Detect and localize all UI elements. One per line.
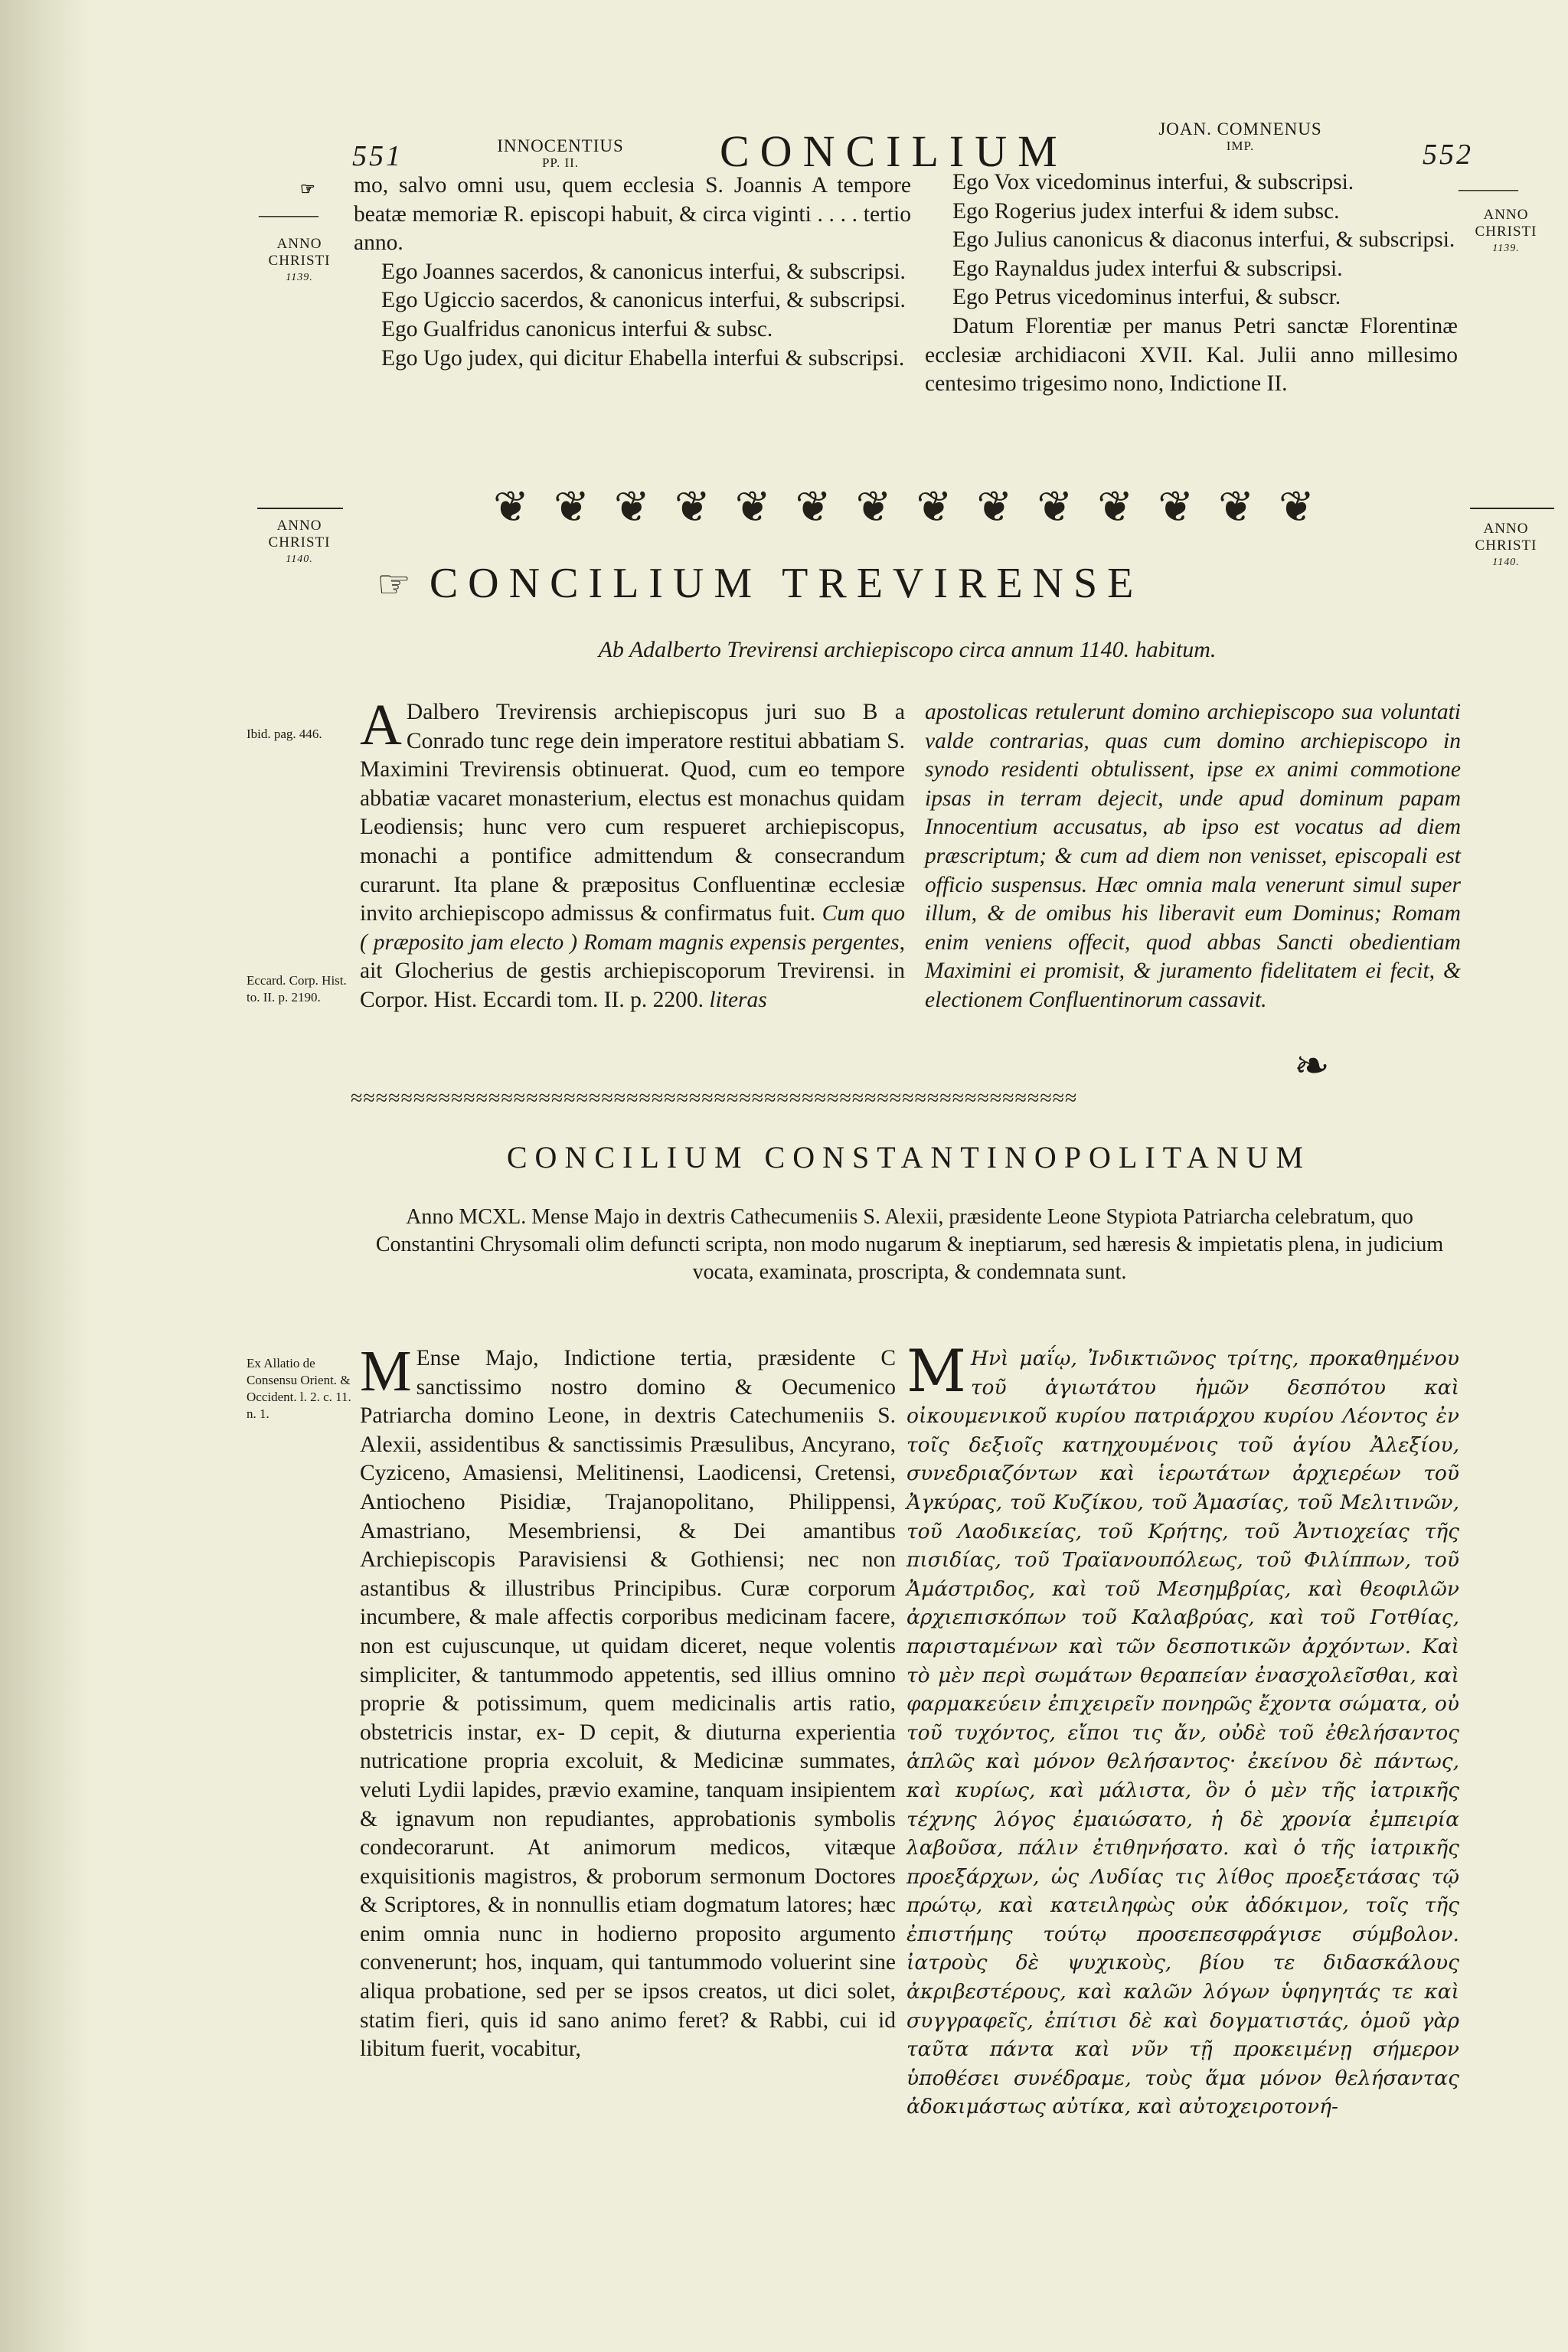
year-label: 1139. — [286, 272, 313, 283]
anno-label: ANNO — [276, 518, 322, 534]
christi-label: CHRISTI — [1475, 537, 1537, 554]
latin-text: Ense Majo, Indictione tertia, præsidente C sanctissimo nostro domino & Oecumenico Patriarcha domino Leone, in dextris Catechumeniis S. Alexii, assidentibus & sanctissimis Præsulibus, Ancyrano, Cyziceno, Amasiensi, Melitinensi, Laodicensi, Cretensi, Antiocheno Pisidiæ, Trajanopolitano, Philippensi, Amastriano, Mesembriensi, & Dei amantibus Archiepiscopis Paravisiensi & Gothiensi; nec non astantibus & illustribus Principibus. Curæ corporum incumbere, & male affectis corporibus medicinam facere, non est cujuscunque, ut quidam diceret, neque volentis simpliciter, & tantummodo appetentis, sed illius omnino proprie & potissimum, quem medicinalis artis ratio, obstetricis instar, ex- D cepit, & diuturna experientia nutricatione propria excoluit, & Medicinæ summates, veluti Lydii lapides, prævio examine, tanquam insipientem & ignavum non repudiantes, approbationis symbolis condecorarunt. At animorum medicos, vitæque exquisitionis magistros, & proborum sermonum Doctores & Scriptores, & in nonnullis etiam dogmatum latores; hæc enim omnia nunc in hodierno proposito argumento convenerunt; hos, inquam, qui tantummodo voluerint sine aliqua probatione, sed per se ipsos creatos, ut dici solet, statim fieri, quis id sano animo feret? & Rabbi, cui id libitum fuerit, vocabitur, — [360, 1346, 896, 2062]
treves-left-end: literas — [709, 987, 767, 1012]
divider-right — [1470, 508, 1554, 509]
drop-cap: M — [360, 1339, 412, 1403]
drop-cap: M — [906, 1337, 966, 1405]
constantinople-intro: Anno MCXL. Mense Majo in dextris Cathecumeniis S. Alexii, præsidente Leone Stypiota Patriarcha celebratum, quo Constantini Chrysomali olim defuncti scripta, non modo nugarum & ineptiarum, sed hæresis & impietatis plena, in judicium vocata, examinata, proscripta, & condemnata sunt. — [375, 1205, 1444, 1284]
margin-note-eccard: Eccard. Corp. Hist. to. II. p. 2190. — [247, 973, 347, 1004]
top-left-column — [354, 172, 911, 373]
running-head-right-line1: JOAN. COMNENUS — [1158, 119, 1322, 139]
page-number-left: 551 — [352, 140, 403, 172]
margin-year-right — [1464, 207, 1548, 257]
margin-note-allatius: Ex Allatio de Consensu Orient. & Occident. l. 2. c. 11. n. 1. — [247, 1356, 351, 1421]
running-head-left-line1: INNOCENTIUS — [497, 136, 624, 155]
paragraph: Ego Julius canonicus & diaconus interfui, & subscripsi. — [952, 227, 1455, 253]
year-label: 1139. — [1492, 243, 1520, 254]
paragraph: Ego Vox vicedominus interfui, & subscripsi. — [952, 170, 1354, 194]
page-title: CONCILIUM — [720, 126, 1068, 176]
anno-label: ANNO — [276, 236, 322, 252]
year-label: 1140. — [286, 554, 313, 565]
treves-right-text: apostolicas retulerunt domino archiepiscopo sua voluntati valde contrarias, quas cum domino archiepiscopo in synodo residenti obtulissent, ipse ex animi commotione ipsas in terram dejecit, unde apud dominum papam Innocentium accusatus, ab ipso est vocatus ad diem præscriptum; & cum ad diem non venisset, episcopali est officio suspensus. Hæc omnia mala venerunt simul super illum, & de omibus his liberavit eum Dominus; Romam enim veniens offecit, quod abbas Sancti obedientiam Maximini ei promisit, & juramento fidelitatem ei fecit, & electionem Confluentinorum cassavit. — [925, 700, 1461, 1012]
treves-subtitle: Ab Adalberto Trevirensi archiepiscopo circa annum 1140. habitum. — [598, 637, 1217, 662]
anno-label: ANNO — [1483, 521, 1529, 537]
divider-left — [257, 508, 343, 509]
paragraph: Ego Ugo judex, qui dicitur Ehabella interfui & subscripsi. — [381, 345, 905, 371]
top-right-column — [925, 168, 1458, 399]
paragraph: Ego Rogerius judex interfui & idem subsc. — [952, 198, 1340, 224]
margin-year-right-2 — [1464, 521, 1548, 571]
christi-label: CHRISTI — [268, 534, 331, 550]
paragraph: Ego Gualfridus canonicus interfui & subsc. — [381, 316, 773, 341]
paragraph: Datum Florentiæ per manus Petri sanctæ Florentinæ ecclesiæ archidiaconi XVII. Kal. Julii anno millesimo centesimo trigesimo nono, Indictione II. — [925, 313, 1458, 397]
running-head-right — [1141, 121, 1340, 155]
christi-label: CHRISTI — [268, 253, 331, 269]
christi-label: CHRISTI — [1475, 224, 1537, 240]
running-head-left — [484, 138, 637, 172]
latin-column — [360, 1339, 896, 2064]
paragraph: Ego Petrus vicedominus interfui, & subscr. — [952, 285, 1341, 310]
greek-column — [906, 1337, 1459, 2122]
pointing-hand-icon: ☞ — [377, 563, 411, 606]
anno-label: ANNO — [1483, 207, 1529, 223]
treves-left-tail: , ait Glocherius de gestis archiepiscoporum Trevirensi. in Corpor. Hist. Eccardi tom. II. p. 2200. — [360, 929, 905, 1012]
treves-left-quote: Cum quo ( præposito jam electo ) Romam magnis expensis pergentes — [360, 901, 906, 955]
running-head-left-line2: PP. II. — [541, 155, 580, 170]
paragraph: Ego Ugiccio sacerdos, & canonicus interfui, & subscripsi. — [381, 288, 906, 313]
margin-dash-left: ——— — [259, 204, 318, 226]
treves-title-text: CONCILIUM TREVIRENSE — [429, 560, 1144, 607]
end-flourish: ❧ — [1294, 1043, 1330, 1090]
pointing-hand-icon: ☞ — [300, 179, 315, 198]
paragraph: Ego Joannes sacerdos, & canonicus interfui, & subscripsi. — [381, 259, 906, 284]
greek-text: Ηνὶ μαΐῳ, Ἰνδικτιῶνος τρίτης, προκαθημένου τοῦ ἁγιωτάτου ἡμῶν δεσπότου καὶ οἰκουμενικοῦ κυρίου πατριάρχου κυρίου Λέοντος ἐν τοῖς δεξιοῖς κατηχουμένοις τοῦ ἁγίου Ἀλεξίου, συνεδριαζόντων καὶ ἱερωτάτων ἀρχιερέων τοῦ Ἀγκύρας, τοῦ Κυζίκου, τοῦ Ἀμασίας, τοῦ Μελιτινῶν, τοῦ Λαοδικείας, τοῦ Κρήτης, τοῦ Ἀντιοχείας τῆς πισιδίας, τοῦ Τραϊανουπόλεως, τοῦ Φιλίππων, τοῦ Ἀμάστριδος, καὶ τοῦ Μεσημβρίας, καὶ θεοφιλῶν ἀρχιεπισκόπων τοῦ Καλαβρύας, καὶ τοῦ Γοτθίας, παρισταμένων καὶ τῶν δεσποτικῶν ἀρχόντων. Καὶ τὸ μὲν περὶ σωμάτων θεραπείαν ἐνασχολεῖσθαι, καὶ φαρμακεύειν ἐπιχειρεῖν πονηρῶς ἔχοντα σώματα, οὐ τοῦ τυχόντος, εἴποι τις ἄν, οὐδὲ τοῦ ἐθελήσαντος ἁπλῶς καὶ μόνον θελήσαντος· ἐκείνου δὲ πάντως, καὶ κυρίως, καὶ μάλιστα, ὃν ὁ μὲν τῆς ἰατρικῆς τέχνης λόγος ἐμαιώσατο, ἡ δὲ χρονία ἐμπειρία λαβοῦσα, πάλιν ἐτιθηνήσατο. καὶ ὁ τῆς ἰατρικῆς προεξάρχων, ὡς Λυδίας τις λίθος προεξετάσας τῷ πρώτῳ, καὶ κατειληφὼς οὐκ ἀδόκιμον, τοῖς τῆς ἐπιστήμης τούτῳ προσεπεσφράγισε σύμβολον. ἰατροὺς δὲ ψυχικοὺς, βίου τε διδασκάλους ἀκριβεστέρους, καὶ καλῶν λόγων ὑφηγητάς τε καὶ συγγραφεῖς, ἐπίτισι δὲ καὶ δογματιστάς, ὁμοῦ γὰρ ταῦτα πάντα καὶ νῦν τῇ προκειμένῃ σήμερον ὑποθέσει συνέδραμε, τοὺς ἅμα μόνον θελήσαντας ἀδοκιμάστως αὐτίκα, καὶ αὐτοχειροτονή- — [906, 1347, 1459, 2119]
paragraph: mo, salvo omni usu, quem ecclesia S. Joannis A tempore beatæ memoriæ R. episcopi habuit, & circa viginti . . . . tertio anno. — [354, 173, 911, 256]
margin-year-left — [257, 236, 341, 286]
margin-dash-right: ——— — [1459, 178, 1518, 200]
ornament-band-2: ≈≈≈≈≈≈≈≈≈≈≈≈≈≈≈≈≈≈≈≈≈≈≈≈≈≈≈≈≈≈≈≈≈≈≈≈≈≈≈≈≈≈≈≈≈≈≈≈≈≈≈≈≈≈≈≈≈≈ — [351, 1087, 1078, 1110]
running-head-right-line2: IMP. — [1226, 139, 1255, 153]
paragraph: Ego Raynaldus judex interfui & subscripsi. — [952, 256, 1343, 281]
treves-right-column — [925, 698, 1461, 1015]
treves-left-text: Dalbero Trevirensis archiepiscopus juri suo B a Conrado tunc rege dein imperatore restitui abbatiam S. Maximini Trevirensis obtinuerat. Quod, cum eo tempore abbatiæ vacaret monasterium, electus est monachus quidam Leodiensis; hunc vero cum respueret archiepiscopus, monachi a pontifice admittendum & consecrandum curarunt. Ita plane & præpositus Confluentinæ ecclesiæ invito archiepiscopo admissus & confirmatus fuit. — [360, 700, 905, 926]
year-label: 1140. — [1492, 557, 1520, 568]
margin-year-left-2 — [257, 518, 341, 568]
section-title-treves — [377, 559, 1143, 608]
page-gutter — [0, 0, 90, 2352]
section-title-constantinople: CONCILIUM CONSTANTINOPOLITANUM — [506, 1140, 1312, 1174]
page-number-right: 552 — [1423, 139, 1473, 171]
treves-left-column — [360, 693, 906, 1015]
margin-note-ibid: Ibid. pag. 446. — [247, 727, 322, 741]
ornament-band: ❦ ❦ ❦ ❦ ❦ ❦ ❦ ❦ ❦ ❦ ❦ ❦ ❦ ❦ — [493, 484, 1321, 531]
drop-cap: A — [360, 693, 402, 757]
